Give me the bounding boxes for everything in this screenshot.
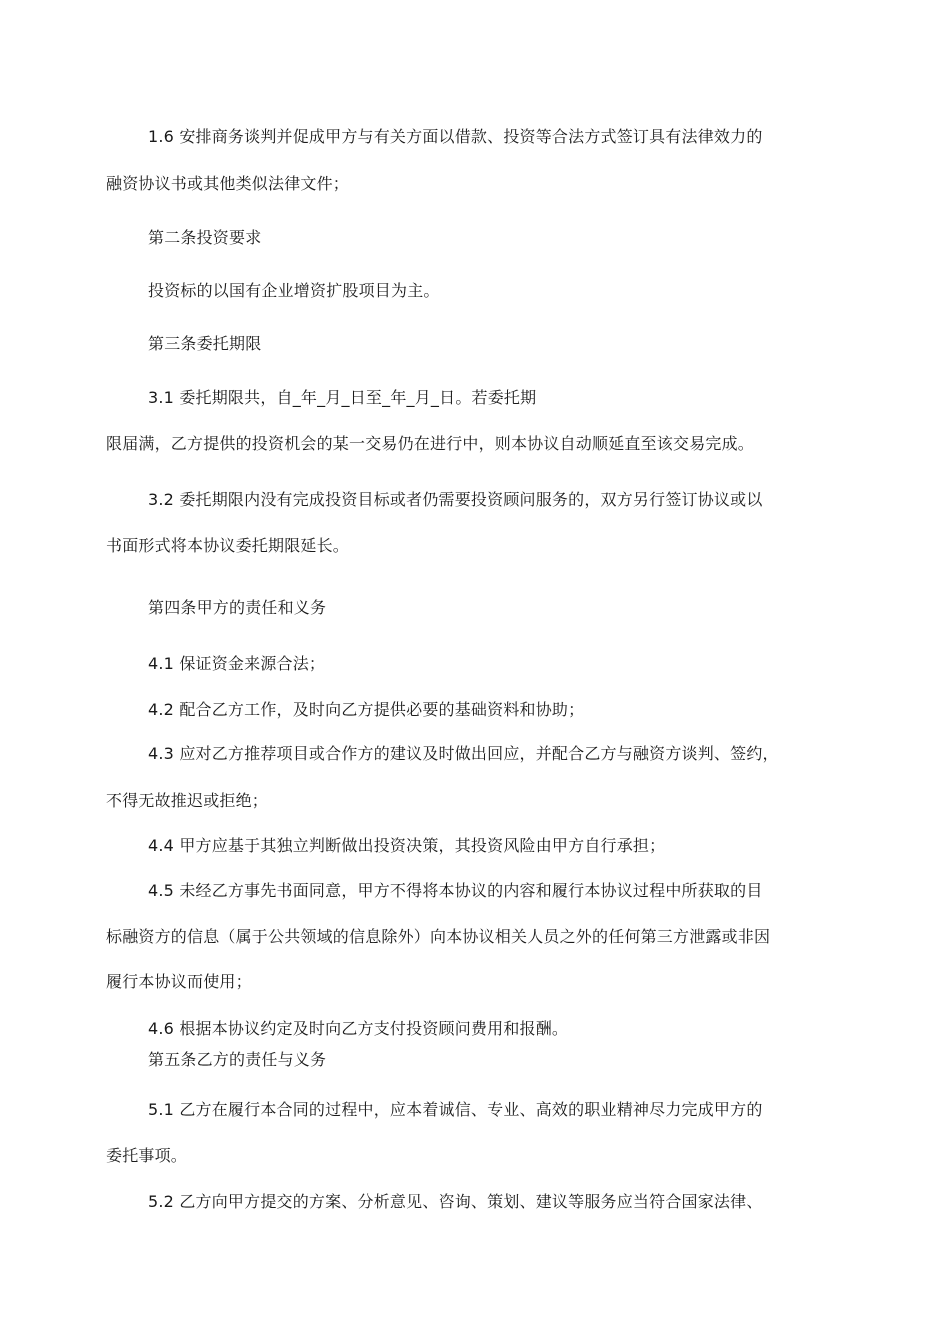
clause-3-2-line-1: 3.2 委托期限内没有完成投资目标或者仍需要投资顾问服务的，双方另行签订协议或以 bbox=[148, 490, 763, 509]
clause-1-6-line-2: 融资协议书或其他类似法律文件； bbox=[106, 174, 350, 193]
clause-4-5-line-3: 履行本协议而使用； bbox=[106, 972, 252, 991]
article-3-heading: 第三条委托期限 bbox=[148, 334, 262, 353]
clause-5-2-line-1: 5.2 乙方向甲方提交的方案、分析意见、咨询、策划、建议等服务应当符合国家法律、 bbox=[148, 1192, 763, 1211]
clause-4-4: 4.4 甲方应基于其独立判断做出投资决策，其投资风险由甲方自行承担； bbox=[148, 836, 666, 855]
clause-1-6-line-1: 1.6 安排商务谈判并促成甲方与有关方面以借款、投资等合法方式签订具有法律效力的 bbox=[148, 127, 763, 146]
clause-3-1-line-1: 3.1 委托期限共，自_年_月_日至_年_月_日。若委托期 bbox=[148, 388, 537, 407]
clause-5-1-line-2: 委托事项。 bbox=[106, 1146, 188, 1165]
clause-4-6: 4.6 根据本协议约定及时向乙方支付投资顾问费用和报酬。 bbox=[148, 1019, 569, 1038]
clause-4-5-line-1: 4.5 未经乙方事先书面同意，甲方不得将本协议的内容和履行本协议过程中所获取的目 bbox=[148, 881, 763, 900]
clause-4-5-line-2: 标融资方的信息（属于公共领域的信息除外）向本协议相关人员之外的任何第三方泄露或非因 bbox=[106, 927, 771, 946]
clause-3-1-line-2: 限届满，乙方提供的投资机会的某一交易仍在进行中，则本协议自动顺延直至该交易完成。 bbox=[106, 434, 755, 453]
clause-5-1-line-1: 5.1 乙方在履行本合同的过程中，应本着诚信、专业、高效的职业精神尽力完成甲方的 bbox=[148, 1100, 763, 1119]
clause-4-3-line-2: 不得无故推迟或拒绝； bbox=[106, 791, 269, 810]
article-2-heading: 第二条投资要求 bbox=[148, 228, 262, 247]
article-4-heading: 第四条甲方的责任和义务 bbox=[148, 598, 327, 617]
clause-4-2: 4.2 配合乙方工作，及时向乙方提供必要的基础资料和协助； bbox=[148, 700, 585, 719]
clause-3-2-line-2: 书面形式将本协议委托期限延长。 bbox=[106, 536, 350, 555]
article-5-heading: 第五条乙方的责任与义务 bbox=[148, 1050, 327, 1069]
clause-4-3-line-1: 4.3 应对乙方推荐项目或合作方的建议及时做出回应，并配合乙方与融资方谈判、签约， bbox=[148, 744, 779, 763]
clause-4-1: 4.1 保证资金来源合法； bbox=[148, 654, 326, 673]
article-2-body: 投资标的以国有企业增资扩股项目为主。 bbox=[148, 281, 440, 300]
